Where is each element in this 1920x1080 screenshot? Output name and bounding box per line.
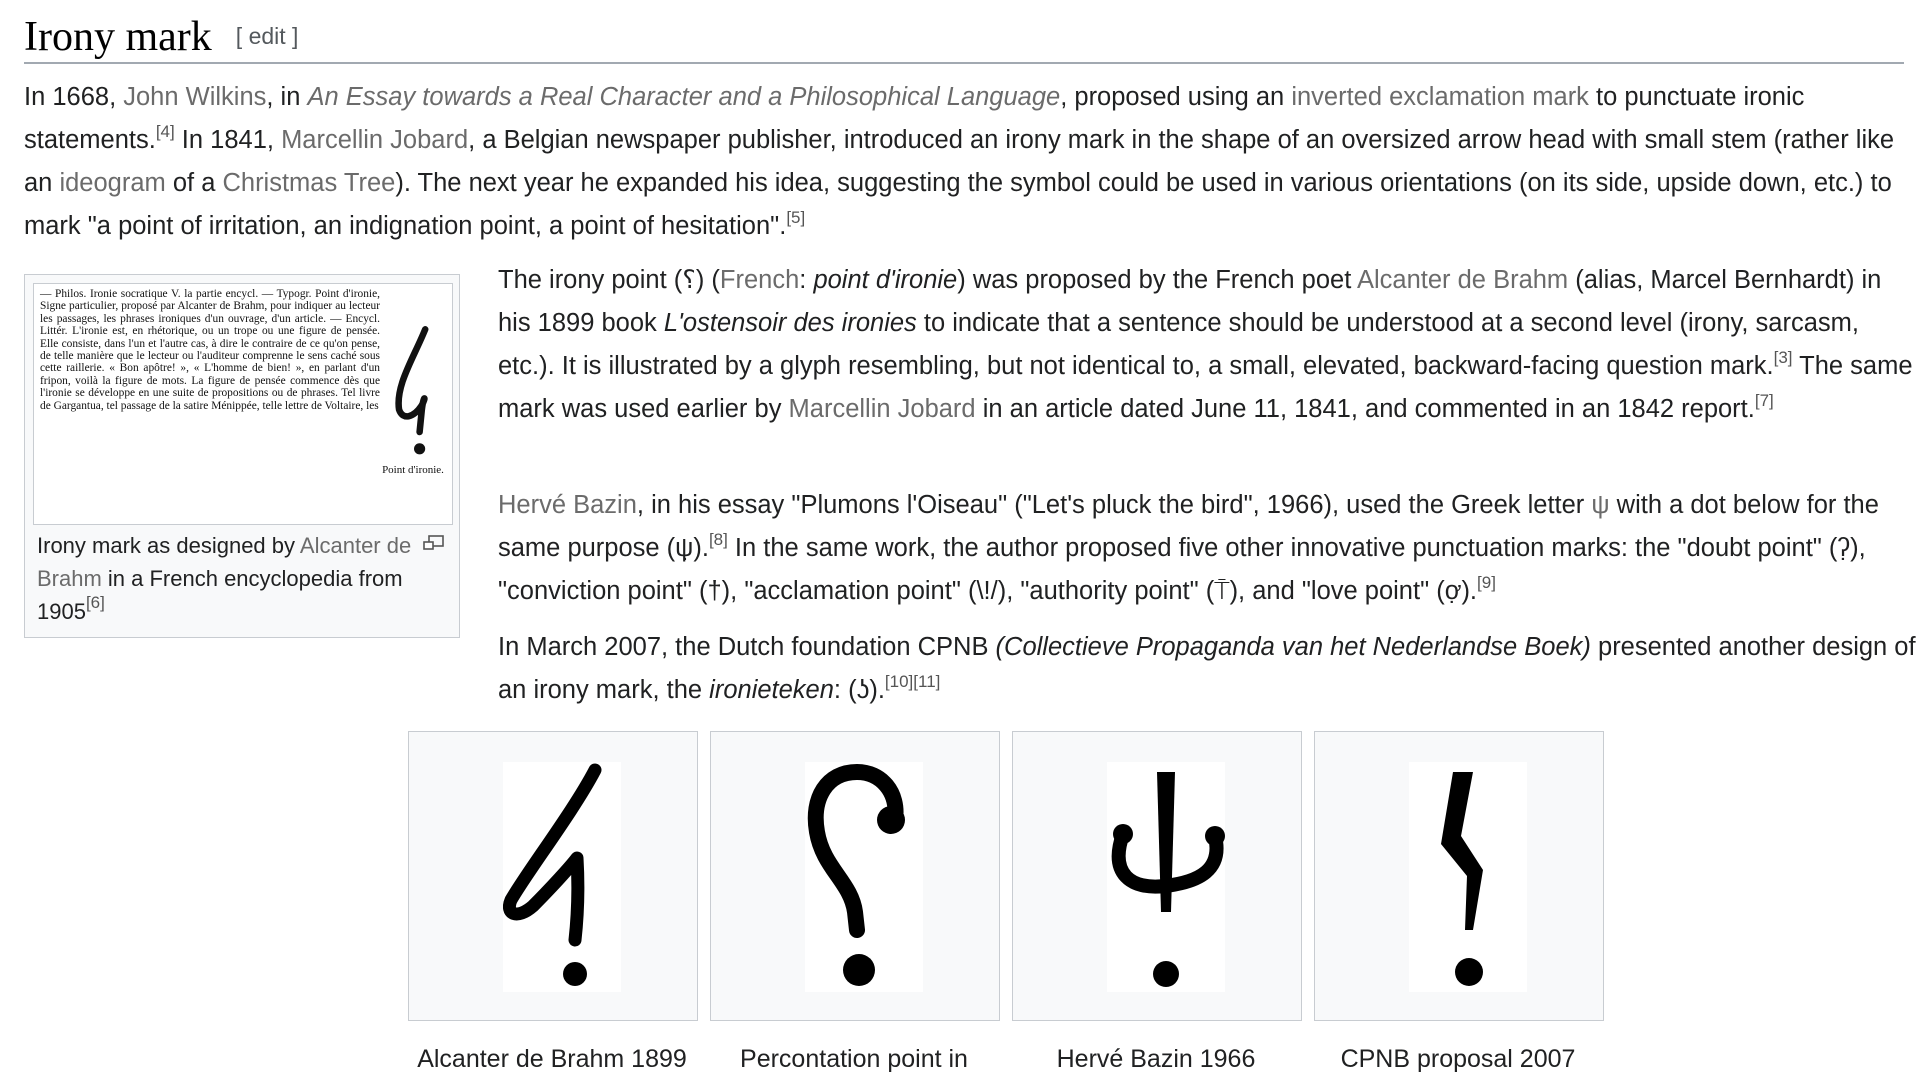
enlarge-icon[interactable] — [423, 535, 445, 551]
ref-4[interactable]: [4] — [155, 122, 175, 141]
gallery-item-percontation[interactable] — [710, 731, 1000, 1021]
link-psi[interactable]: ψ — [1591, 491, 1610, 519]
paragraph-irony-point: The irony point (⸮) (French: point d'ironie) was proposed by the French poet Alcanter de Brahm (alias, Marcel Bernhardt) in his 1899 book L'ostensoir des ironies to indicate that a sentence should be understood at a second level (irony, sarcasm, etc.). It is illustrated by a glyph resembling, but not identical to, a small, elevated, backward-facing question mark.[3] The same mark was used earlier by Marcellin Jobard in an article dated June 11, 1841, and commented in an 1842 report.[7] — [498, 266, 1913, 423]
irony-point-glyph: ⸮ — [682, 266, 696, 294]
thumbnail-figure — [24, 274, 460, 638]
link-alcanter-de-brahm[interactable]: Alcanter de Brahm — [1356, 266, 1569, 294]
ref-6[interactable]: [6] — [85, 593, 105, 612]
link-herve-bazin[interactable]: Hervé Bazin — [498, 491, 637, 519]
thumb-caption: Irony mark as designed by Alcanter de Brahm in a French encyclopedia from 1905[6] — [37, 533, 412, 624]
link-christmas-tree[interactable]: Christmas Tree — [222, 169, 396, 197]
gallery-caption-brahm: Alcanter de Brahm 1899 — [417, 1045, 687, 1073]
link-marcellin-jobard-2[interactable]: Marcellin Jobard — [788, 395, 976, 423]
edit-section: [ edit ] — [235, 23, 299, 49]
bazin-irony-point-icon — [1107, 762, 1225, 992]
ref-3[interactable]: [3] — [1773, 348, 1793, 367]
percontation-point-icon — [805, 762, 923, 992]
link-ideogram[interactable]: ideogram — [59, 169, 166, 197]
irony-mark-glyph-icon — [386, 320, 442, 460]
scan-glyph-caption: Point d'ironie. — [382, 464, 444, 476]
edit-link[interactable]: edit — [248, 23, 286, 49]
paragraph-cpnb: In March 2007, the Dutch foundation CPNB (Collectieve Propaganda van het Nederlandse Boek) presented another design of an irony mark, the ironieteken: (ʖ).[10][11] — [498, 633, 1916, 704]
gallery-item-bazin[interactable] — [1012, 731, 1302, 1021]
gallery-caption-bazin: Hervé Bazin 1966 — [1056, 1045, 1256, 1073]
ref-9[interactable]: [9] — [1477, 573, 1496, 592]
ref-10-11[interactable]: [10][11] — [884, 672, 941, 691]
link-essay[interactable]: An Essay towards a Real Character and a Philosophical Language — [307, 83, 1061, 111]
gallery-caption-percontation: Percontation point in — [740, 1045, 968, 1073]
cpnb-ironieteken-icon — [1409, 762, 1527, 992]
link-french[interactable]: French — [719, 266, 800, 294]
scan-text: — Philos. Ironie socratique V. la partie encycl. — Typogr. Point d'ironie, Signe particulier, proposé par Alcanter de Brahm, pour indiquer au lecteur les passages, les phrases ironiques d'un ouvrage, d'un article. — Encycl. Littér. L'ironie est, en rhétorique, ou un trope ou une figure de pensée. Elle consiste, dans l'un et l'autre cas, à dire le contraire de ce qu'on pense, de telle manière que le lecteur ou l'auditeur comprenne le sens caché sous cette raillerie. « Bon apôtre! », « L'homme de bien! », en parlant d'un fripon, voilà la figure de mots. La figure de pensée commence dès que l'ironie se développe en une suite de propositions ou de phrases. Tel livre de Gargantua, tel passage de la satire Ménippée, telle lettre de Voltaire, les — [40, 288, 380, 412]
gallery-item-brahm[interactable] — [408, 731, 698, 1021]
link-alcanter-de-brahm-caption[interactable]: Alcanter de Brahm — [37, 533, 412, 591]
gallery-item-cpnb[interactable] — [1314, 731, 1604, 1021]
ref-5[interactable]: [5] — [786, 208, 806, 227]
section-title: Irony mark — [24, 14, 212, 60]
link-inverted-exclamation[interactable]: inverted exclamation mark — [1291, 83, 1589, 111]
link-john-wilkins[interactable]: John Wilkins — [123, 83, 267, 111]
encyclopedia-scan-image[interactable] — [33, 283, 453, 525]
ref-7[interactable]: [7] — [1754, 391, 1774, 410]
paragraph-bazin: Hervé Bazin, in his essay "Plumons l'Oiseau" ("Let's pluck the bird", 1966), used the Greek letter ψ with a dot below for the same purpose (ψ̣).[8] In the same work, the author proposed five other innovative punctuation marks: the "doubt point" (ʔ̣), "conviction point" (†), "acclamation point" (\!/), "authority point" (⍑), and "love point" (ợ).[9] — [498, 491, 1879, 605]
brahm-irony-mark-icon — [503, 762, 621, 992]
section-heading — [24, 8, 1904, 64]
paragraph-wilkins: In 1668, John Wilkins, in An Essay towards a Real Character and a Philosophical Language, proposed using an inverted exclamation mark to punctuate ironic statements.[4] In 1841, Marcellin Jobard, a Belgian newspaper publisher, introduced an irony mark in the shape of an oversized arrow head with small stem (rather like an ideogram of a Christmas Tree). The next year he expanded his idea, suggesting the symbol could be used in various orientations (on its side, upside down, etc.) to mark "a point of irritation, an indignation point, a point of hesitation".[5] — [24, 83, 1895, 240]
ref-8[interactable]: [8] — [708, 530, 728, 549]
link-marcellin-jobard[interactable]: Marcellin Jobard — [281, 126, 469, 154]
gallery-caption-cpnb: CPNB proposal 2007 — [1340, 1045, 1576, 1073]
